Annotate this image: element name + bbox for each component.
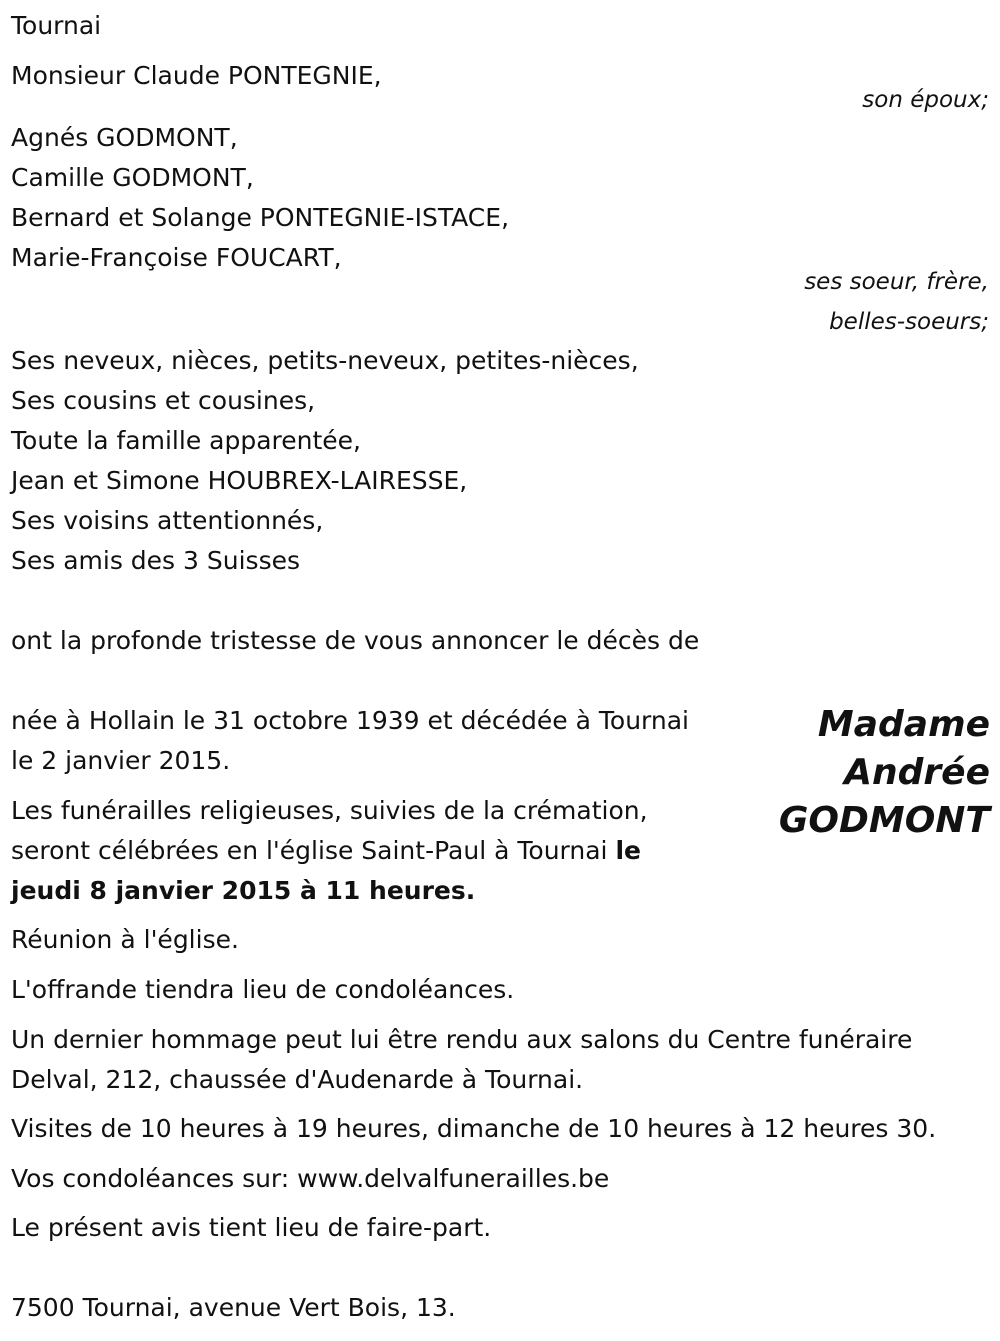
tribute-line2: Delval, 212, chaussée d'Audenarde à Tournai. [11,1065,584,1094]
funeral-line2 [11,831,641,871]
meeting-line: Réunion à l'église. [11,925,239,954]
funeral-line1: Les funérailles religieuses, suivies de la crémation, [11,796,648,825]
birth-death-line1: née à Hollain le 31 octobre 1939 et décédée à Tournai [11,706,689,735]
siblings-role-line1: ses soeur, frère, [804,269,989,295]
sibling-name: Agnés GODMONT, [11,123,238,152]
family-line: Jean et Simone HOUBREX-LAIRESSE, [11,466,468,495]
family-line: Ses neveux, nièces, petits-neveux, petites-nièces, [11,346,639,375]
funeral-line2-text: seront célébrées en l'église Saint-Paul à Tournai [11,836,616,865]
family-line: Ses voisins attentionnés, [11,506,324,535]
city-heading: Tournai [11,11,102,40]
condolences-line: Vos condoléances sur: www.delvalfunerailles.be [11,1164,610,1193]
tribute-line1: Un dernier hommage peut lui être rendu aux salons du Centre funéraire [11,1025,913,1054]
deceased-title: Madame [817,704,990,745]
deceased-last-name: GODMONT [778,800,990,841]
siblings-role-line2: belles-soeurs; [829,309,989,335]
visits-line: Visites de 10 heures à 19 heures, dimanche de 10 heures à 12 heures 30. [11,1114,937,1143]
funeral-date [11,871,475,911]
birth-death-line2: le 2 janvier 2015. [11,746,231,775]
notice-line: Le présent avis tient lieu de faire-part. [11,1213,492,1242]
offering-line: L'offrande tiendra lieu de condoléances. [11,975,515,1004]
funeral-line2-bold: le [615,836,641,865]
deceased-first-name: Andrée [844,752,990,793]
family-line: Ses amis des 3 Suisses [11,546,301,575]
spouse-name: Monsieur Claude PONTEGNIE, [11,61,382,90]
family-line: Ses cousins et cousines, [11,386,316,415]
funeral-date-bold: jeudi 8 janvier 2015 à 11 heures. [11,876,476,905]
sibling-name: Marie-Françoise FOUCART, [11,243,342,272]
deceased-name [779,701,990,845]
address-line: 7500 Tournai, avenue Vert Bois, 13. [11,1293,456,1322]
sibling-name: Camille GODMONT, [11,163,254,192]
spouse-role: son époux; [862,87,989,113]
announcement: ont la profonde tristesse de vous annoncer le décès de [11,626,700,655]
sibling-name: Bernard et Solange PONTEGNIE-ISTACE, [11,203,510,232]
family-line: Toute la famille apparentée, [11,426,361,455]
